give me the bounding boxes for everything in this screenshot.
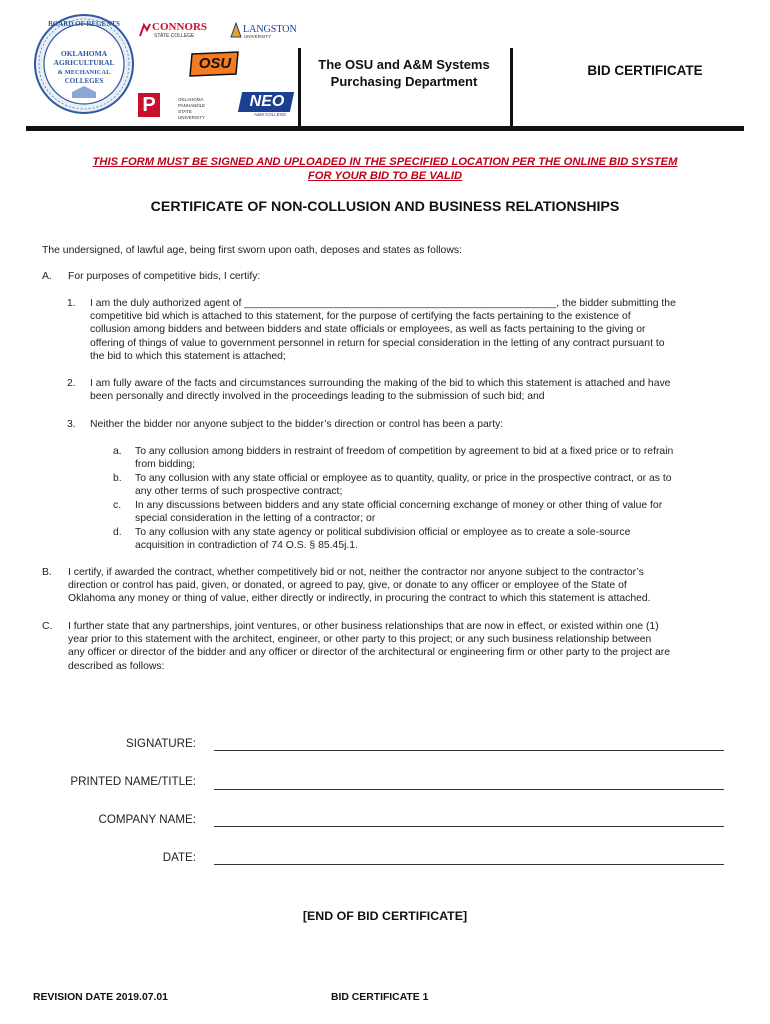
header-title-line1: The OSU and A&M Systems (318, 57, 490, 72)
printed-name-field[interactable] (214, 789, 724, 790)
state-seal-icon (34, 14, 134, 114)
svg-text:COLLEGES: COLLEGES (64, 77, 104, 85)
section-c-label: C. (42, 621, 53, 632)
printed-name-label: PRINTED NAME/TITLE: (70, 775, 196, 788)
header-divider-right (510, 48, 513, 128)
section-a-label: A. (42, 271, 52, 282)
section-b-label: B. (42, 567, 52, 578)
intro-text: The undersigned, of lawful age, being first sworn upon oath, deposes and states as follows: (42, 245, 462, 256)
date-field[interactable] (214, 864, 724, 865)
connors-logo-icon: CONNORS STATE COLLEGE (138, 20, 200, 42)
page-title: CERTIFICATE OF NON-COLLUSION AND BUSINESS RELATIONSHIPS (150, 199, 620, 215)
end-of-certificate: [END OF BID CERTIFICATE] (302, 909, 468, 923)
svg-text:& MECHANICAL: & MECHANICAL (57, 69, 111, 76)
seal-top-text: BOARD OF REGENTS (48, 20, 120, 28)
header-title (298, 56, 510, 90)
signature-warning: THIS FORM MUST BE SIGNED AND UPLOADED IN THE SPECIFIED LOCATION PER THE ONLINE BID SYSTEM FOR YOUR BID TO BE VALID (92, 156, 678, 182)
opsu-logo-icon: P OKLAHOMA PANHANDLE STATE UNIVERSITY (138, 93, 218, 117)
header-divider-left (298, 48, 301, 128)
osu-logo-icon: OSU (188, 50, 242, 78)
date-label: DATE: (162, 851, 196, 864)
header-rule (26, 126, 744, 131)
signature-field[interactable] (214, 750, 724, 751)
company-name-label: COMPANY NAME: (98, 813, 196, 826)
neo-logo-icon: NEO A&M COLLEGE (240, 92, 294, 120)
agent-name-field[interactable]: I am the duly authorized agent of ______________________________________________________, the bidder submitting the (90, 298, 676, 309)
svg-text:OKLAHOMA: OKLAHOMA (60, 49, 108, 58)
bid-certificate-label: BID CERTIFICATE (587, 63, 703, 78)
company-name-field[interactable] (214, 826, 724, 827)
langston-logo-icon: LANGSTON UNIVERSITY (230, 22, 296, 42)
header-title-line2: Purchasing Department (330, 74, 478, 89)
section-a-text: For purposes of competitive bids, I certify: (68, 271, 261, 282)
page-footer: BID CERTIFICATE 1 (331, 992, 429, 1003)
revision-date: REVISION DATE 2019.07.01 (33, 992, 168, 1003)
signature-label: SIGNATURE: (126, 737, 196, 750)
svg-text:AGRICULTURAL: AGRICULTURAL (53, 58, 115, 67)
